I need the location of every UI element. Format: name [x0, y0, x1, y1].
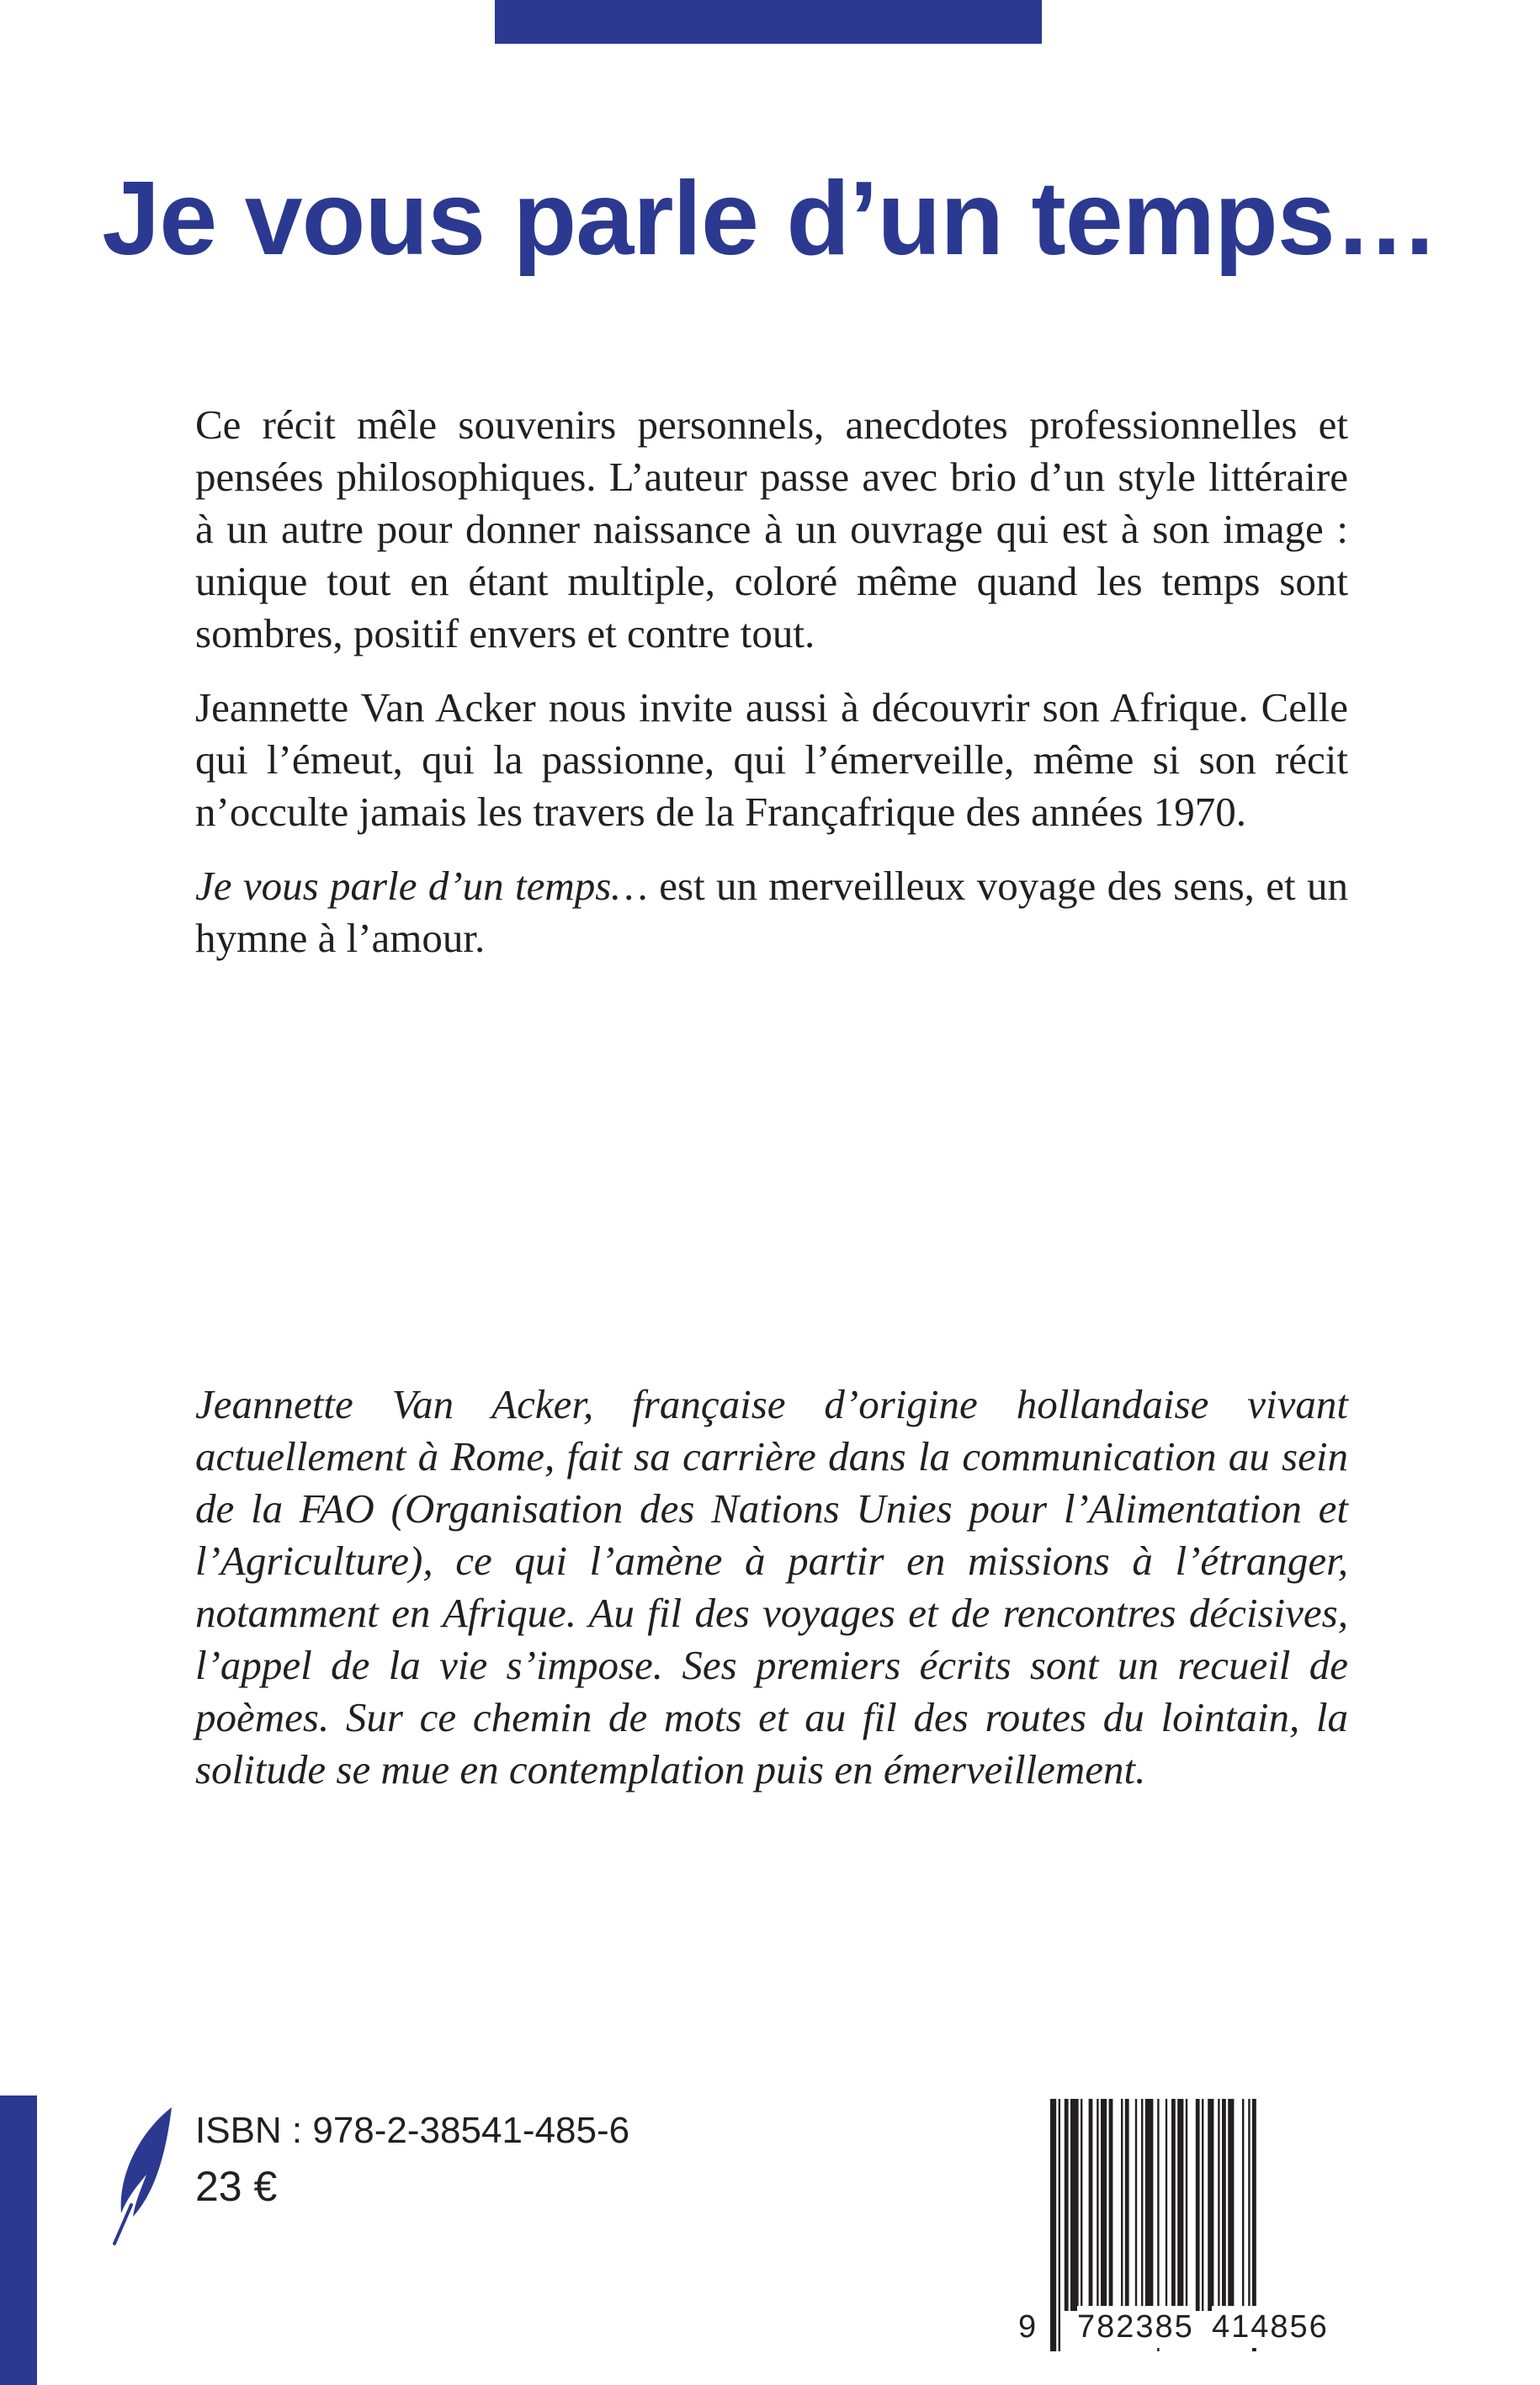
barcode-bar — [1166, 2099, 1167, 2311]
barcode-bar — [1222, 2099, 1226, 2311]
barcode-bar — [1248, 2099, 1250, 2311]
blurb-title-ref: Je vous parle d’un temps… — [195, 863, 648, 909]
isbn: ISBN : 978-2-38541-485-6 — [195, 2110, 630, 2151]
price: 23 € — [195, 2163, 278, 2210]
barcode-bar — [1145, 2099, 1154, 2311]
barcode-bar — [1202, 2099, 1203, 2311]
barcode-bar — [1141, 2099, 1143, 2311]
blurb — [195, 399, 1348, 986]
book-title: Je vous parle d’un temps… — [102, 161, 1438, 277]
barcode-bar — [1242, 2099, 1244, 2311]
author-bio: Jeannette Van Acker, française d’origine hollandaise vivant actuellement à Rome, fait sa carrière dans la communication au sein de la FAO (Organisation des Nations Unies pour l’Alimentation et l’Agriculture), ce qui l’amène à partir en missions à l’étranger, notamment en Afrique. Au fil des voyages et de rencontres décisives, l’appel de la vie s’impose. Ses premiers écrits sont un recueil de poèmes. Sur ce chemin de mots et au fil des routes du lointain, la solitude se mue en contemplation puis en émerveillement. — [195, 1381, 1348, 1793]
barcode-bar — [1081, 2099, 1082, 2311]
top-accent-bar — [495, 0, 1042, 44]
barcode-bar — [1177, 2099, 1183, 2311]
blurb-paragraph-1: Ce récit mêle souvenirs personnels, anecdotes professionnelles et pensées philosophiques. L’auteur passe avec brio d’un style littéraire à un autre pour donner naissance à un ouvrage qui est à son image : unique tout en étant multiple, coloré même quand les temps sont sombres, positif envers et contre tout. — [195, 401, 1348, 656]
barcode-bar — [1228, 2099, 1234, 2311]
barcode-bar — [1171, 2099, 1176, 2311]
barcode-bar — [1135, 2099, 1137, 2311]
barcode-bar — [1065, 2099, 1069, 2311]
barcode-bar — [1208, 2099, 1213, 2311]
barcode-lead-digit: 9 — [1018, 2306, 1038, 2348]
barcode-bar — [1059, 2099, 1060, 2351]
blurb-paragraph-2: Jeannette Van Acker nous invite aussi à découvrir son Afrique. Celle qui l’émeut, qui la passionne, qui l’émerveille, même si son récit n’occulte jamais les travers de la Françafrique des années 1970. — [195, 684, 1348, 835]
feather-icon — [109, 2104, 177, 2247]
barcode-bar — [1186, 2099, 1187, 2311]
barcode-bar — [1070, 2099, 1079, 2311]
barcode-bar — [1109, 2099, 1113, 2311]
barcode-bar — [1121, 2099, 1123, 2311]
barcode-left-digits: 782385 — [1077, 2306, 1194, 2348]
barcode-bar — [1196, 2099, 1200, 2311]
barcode-bar — [1101, 2099, 1107, 2311]
barcode-right-digits: 414856 — [1212, 2306, 1329, 2348]
barcode-bar — [1097, 2099, 1098, 2311]
barcode-bar — [1218, 2099, 1219, 2311]
barcode-bar — [1125, 2099, 1129, 2311]
blurb-paragraph-3 — [195, 860, 1348, 964]
barcode-bar — [1089, 2099, 1093, 2311]
left-accent-bar — [0, 2096, 37, 2385]
blurb-paragraph-3-text: est un merveilleux voyage des sens, et un hymne à l’amour. — [195, 863, 1349, 961]
barcode-bar — [1050, 2099, 1056, 2351]
